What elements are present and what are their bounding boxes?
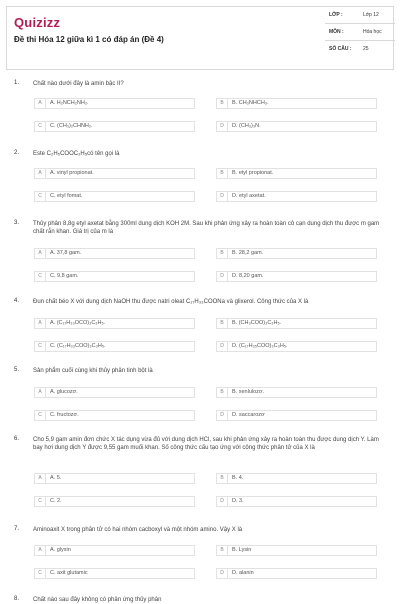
option-letter: A [35,169,46,178]
option-d[interactable] [216,271,377,282]
option-text: D. alanin [232,570,254,576]
meta-table [325,7,395,58]
option-text: D. etyl axetat. [232,193,266,199]
option-d[interactable] [216,121,377,132]
option-letter: C [35,569,46,578]
option-b[interactable] [216,98,377,109]
option-a[interactable] [34,168,195,179]
option-text: D. (C₁₇H₃₅COO)₃C₃H₅. [232,343,288,349]
meta-label: LỚP : [329,12,343,18]
option-letter: D [217,122,228,131]
option-letter: B [217,169,228,178]
meta-label: MÔN : [329,29,344,35]
option-letter: B [217,319,228,328]
question-text: Chất nào sau đây không có phản ứng thủy phân [33,597,162,603]
question-number: 5. [14,367,20,373]
option-a[interactable] [34,318,195,329]
question-number: 4. [14,298,20,304]
quizizz-logo: Quizizz [14,15,61,30]
option-letter: B [217,99,228,108]
option-letter: A [35,474,46,483]
option-text: D. 3. [232,498,244,504]
option-letter: B [217,388,228,397]
option-letter: C [35,192,46,201]
question-text: Đun chất béo X với dung dịch NaOH thu được natri oleat C₁₇H₃₃COONa và glixerol. Công thức của X là [33,299,309,305]
option-letter: C [35,411,46,420]
option-text: A. vinyl propionat. [50,170,94,176]
question-number: 2. [14,150,20,156]
option-c[interactable] [34,341,195,352]
option-b[interactable] [216,473,377,484]
option-letter: D [217,411,228,420]
option-text: C. 2. [50,498,62,504]
question-number: 8. [14,596,20,602]
option-a[interactable] [34,545,195,556]
option-text: A. 37,8 gam. [50,250,82,256]
page-title: Đề thi Hóa 12 giữa kì 1 có đáp án (Đề 4) [14,35,164,44]
question-text: Cho 5,9 gam amin đơn chức X tác dụng vừa đủ với dung dịch HCl, sau khi phản ứng xảy ra hoàn toàn thu được dung dịch Y. Làm bay hơi dung dịch Y được 9,55 gam muối khan. Số công thức cấu tạo ứng với công thức phân tử của X là [33,437,379,452]
option-text: A. glyxin [50,547,71,553]
option-letter: A [35,249,46,258]
meta-value: 25 [363,46,369,52]
option-text: D. 8,20 gam. [232,273,264,279]
option-letter: A [35,319,46,328]
option-b[interactable] [216,387,377,398]
option-a[interactable] [34,248,195,259]
option-letter: A [35,99,46,108]
option-text: C. 9,8 gam. [50,273,79,279]
option-d[interactable] [216,191,377,202]
meta-row-class [325,7,395,24]
meta-value: Hóa học [363,29,382,35]
option-b[interactable] [216,248,377,259]
question-text: Este C₂H₅COOC₂H₅có tên gọi là [33,151,120,157]
option-text: B. etyl propionat. [232,170,274,176]
option-letter: C [35,122,46,131]
option-text: C. (CH₃)₂CHNH₂. [50,123,93,129]
option-text: B. (CH₃COO)₃C₃H₅. [232,320,282,326]
meta-value: Lớp 12 [363,12,379,18]
option-text: A. (C₁₇H₃₃OCO)₃C₃H₅. [50,320,106,326]
option-b[interactable] [216,168,377,179]
option-d[interactable] [216,410,377,421]
question-number: 1. [14,80,20,86]
option-a[interactable] [34,473,195,484]
option-c[interactable] [34,271,195,282]
option-letter: A [35,546,46,555]
meta-row-count [325,41,395,58]
option-c[interactable] [34,496,195,507]
option-letter: C [35,342,46,351]
option-letter: B [217,474,228,483]
option-text: C. axit glutamic [50,570,88,576]
option-text: A. H₂NCH₂NH₂. [50,100,89,106]
option-d[interactable] [216,341,377,352]
option-b[interactable] [216,318,377,329]
option-text: D. (CH₃)₃N. [232,123,261,129]
option-text: B. 28,2 gam. [232,250,264,256]
option-text: C. etyl fomat. [50,193,83,199]
option-c[interactable] [34,121,195,132]
question-text: Sản phẩm cuối cùng khi thủy phân tinh bột là [33,368,153,374]
option-text: B. CH₃NHCH₃. [232,100,269,106]
option-text: C. (C₁₇H₃₃COO)₃C₃H₅. [50,343,106,349]
option-text: A. 5. [50,475,62,481]
meta-label: SỐ CÂU : [329,46,352,52]
option-letter: B [217,546,228,555]
option-letter: D [217,272,228,281]
option-letter: D [217,342,228,351]
question-number: 6. [14,436,20,442]
option-c[interactable] [34,410,195,421]
option-text: B. 4. [232,475,244,481]
option-text: D. saccarozơ [232,412,265,418]
option-letter: A [35,388,46,397]
option-b[interactable] [216,545,377,556]
option-text: C. fructozơ. [50,412,79,418]
question-number: 7. [14,526,20,532]
question-number: 3. [14,220,20,226]
option-letter: D [217,192,228,201]
option-c[interactable] [34,191,195,202]
option-a[interactable] [34,387,195,398]
option-c[interactable] [34,568,195,579]
option-d[interactable] [216,568,377,579]
option-letter: B [217,249,228,258]
option-d[interactable] [216,496,377,507]
option-text: A. glucozơ. [50,389,78,395]
question-text: Chất nào dưới đây là amin bậc II? [33,81,124,87]
option-a[interactable] [34,98,195,109]
option-text: B. xenlulozơ. [232,389,265,395]
meta-row-subject [325,24,395,41]
option-letter: D [217,569,228,578]
worksheet-header [6,6,394,70]
question-text: Aminoaxit X trong phân tử có hai nhóm cacboxyl và một nhóm amino. Vậy X là [33,527,243,533]
option-letter: D [217,497,228,506]
option-letter: C [35,272,46,281]
option-text: B. Lysin [232,547,252,553]
question-text: Thủy phân 8,8g etyl axetat bằng 300ml dung dịch KOH 2M. Sau khi phản ứng xảy ra hoàn toàn cô cạn dung dịch thu được m gam chất rắn khan. Giá trị của m là [33,221,380,236]
option-letter: C [35,497,46,506]
